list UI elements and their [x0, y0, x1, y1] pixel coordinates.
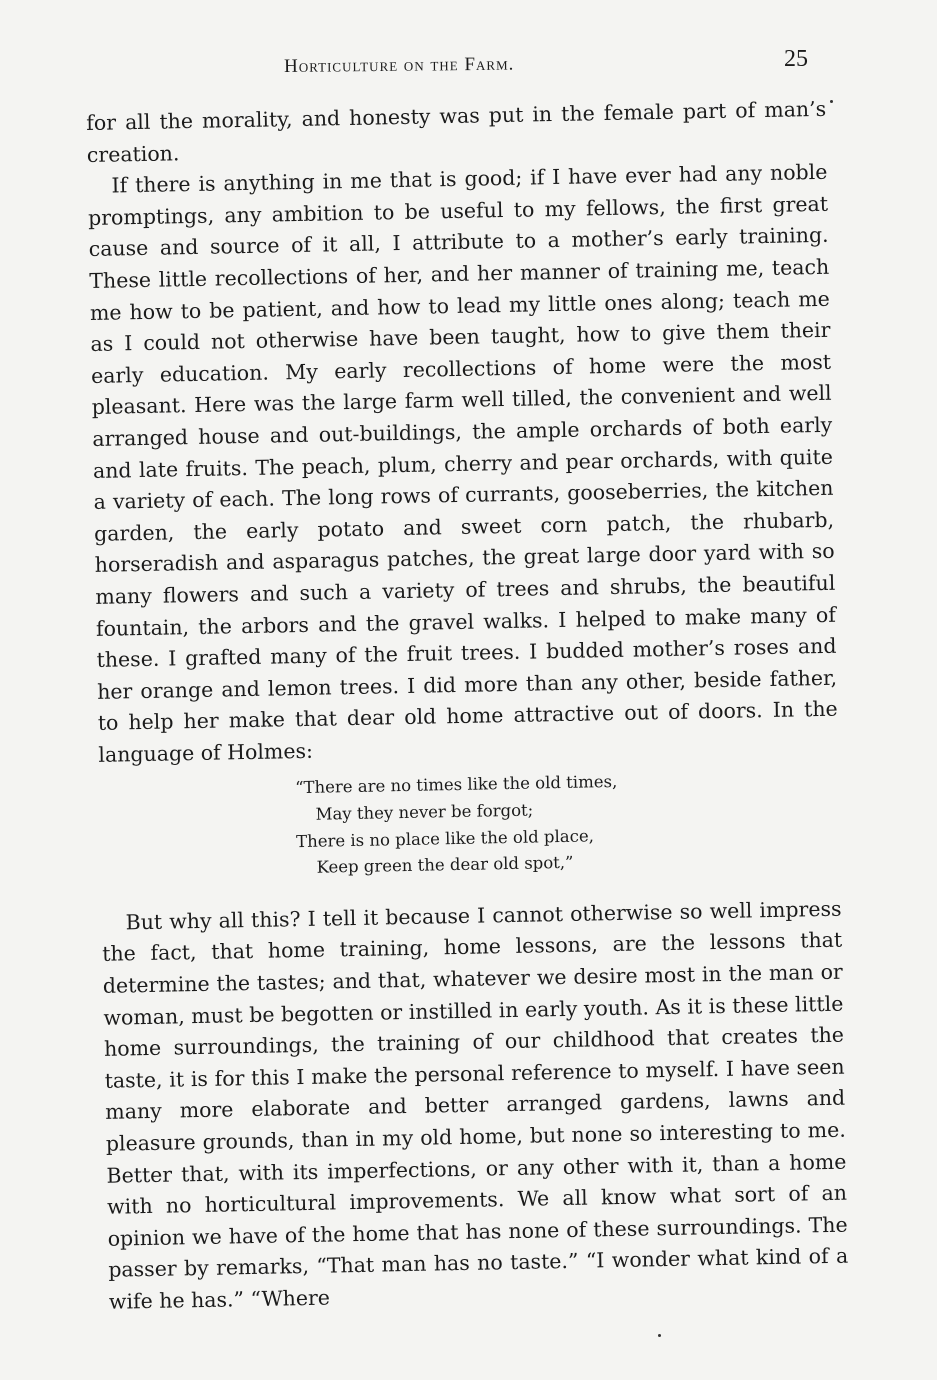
- paragraph-home-training: But why all this? I tell it because I cannot otherwise so well impress the fact, that home training, home lessons, are the lessons that determine the tastes; and that, whatever we desire most in the man or woman, must be begotten or instilled in early youth. As it is these little home surroundings, the training of our childhood that creates the taste, it is for this I make the personal reference to myself. I have seen many more elaborate and better arranged gardens, lawns and pleasure grounds, than in my old home, but none so interesting to me. Better that, with its imperfections, or any other with it, than a home with no horticultural improvements. We all know what sort of an opinion we have of the home that has none of these surroundings. The passer by remarks, “That man has no taste.” “I wonder what kind of a wife he has.” “Where: [102, 896, 849, 1314]
- ink-speck: [658, 1334, 661, 1337]
- running-head: Horticulture on the Farm.: [284, 53, 515, 77]
- verse-line: There is no place like the old place,: [295, 826, 595, 851]
- verse-line: May they never be forgot;: [315, 800, 534, 824]
- paragraph-continued: for all the morality, and honesty was put in the female part of man’s creation.: [86, 96, 827, 167]
- ink-speck: [830, 100, 833, 103]
- verse-line: Keep green the dear old spot,”: [316, 853, 574, 877]
- holmes-verse: [295, 765, 841, 882]
- paragraph-recollections: If there is anything in me that is good; if I have ever had any noble promptings, any ambition to be useful to my fellows, the first great cause and source of it all, I attribute to a mother’s early training. These little recollections of her, and her manner of training me, teach me how to be patient, and how to lead my little ones along; teach me as I could not otherwise have been taught, how to give them their early education. My early recollections of home were the most pleasant. Here was the large farm well tilled, the convenient and well arranged house and out-buildings, the ample orchards of both early and late fruits. The peach, plum, cherry and pear orchards, with quite a variety of each. The long rows of currants, gooseberries, the kitchen garden, the early potato and sweet corn patch, the rhubarb, horseradish and asparagus patches, the great large door yard with so many flowers and such a variety of trees and shrubs, the beautiful fountain, the arbors and the gravel walks. I helped to make many of these. I grafted many of the fruit trees. I budded mother’s roses and her orange and lemon trees. I did more than any other, beside father, to help her make that dear old home attractive out of doors. In the language of Holmes:: [87, 159, 838, 767]
- verse-line: “There are no times like the old times,: [294, 772, 618, 798]
- page-text: [86, 94, 849, 1319]
- page-number: 25: [784, 46, 808, 72]
